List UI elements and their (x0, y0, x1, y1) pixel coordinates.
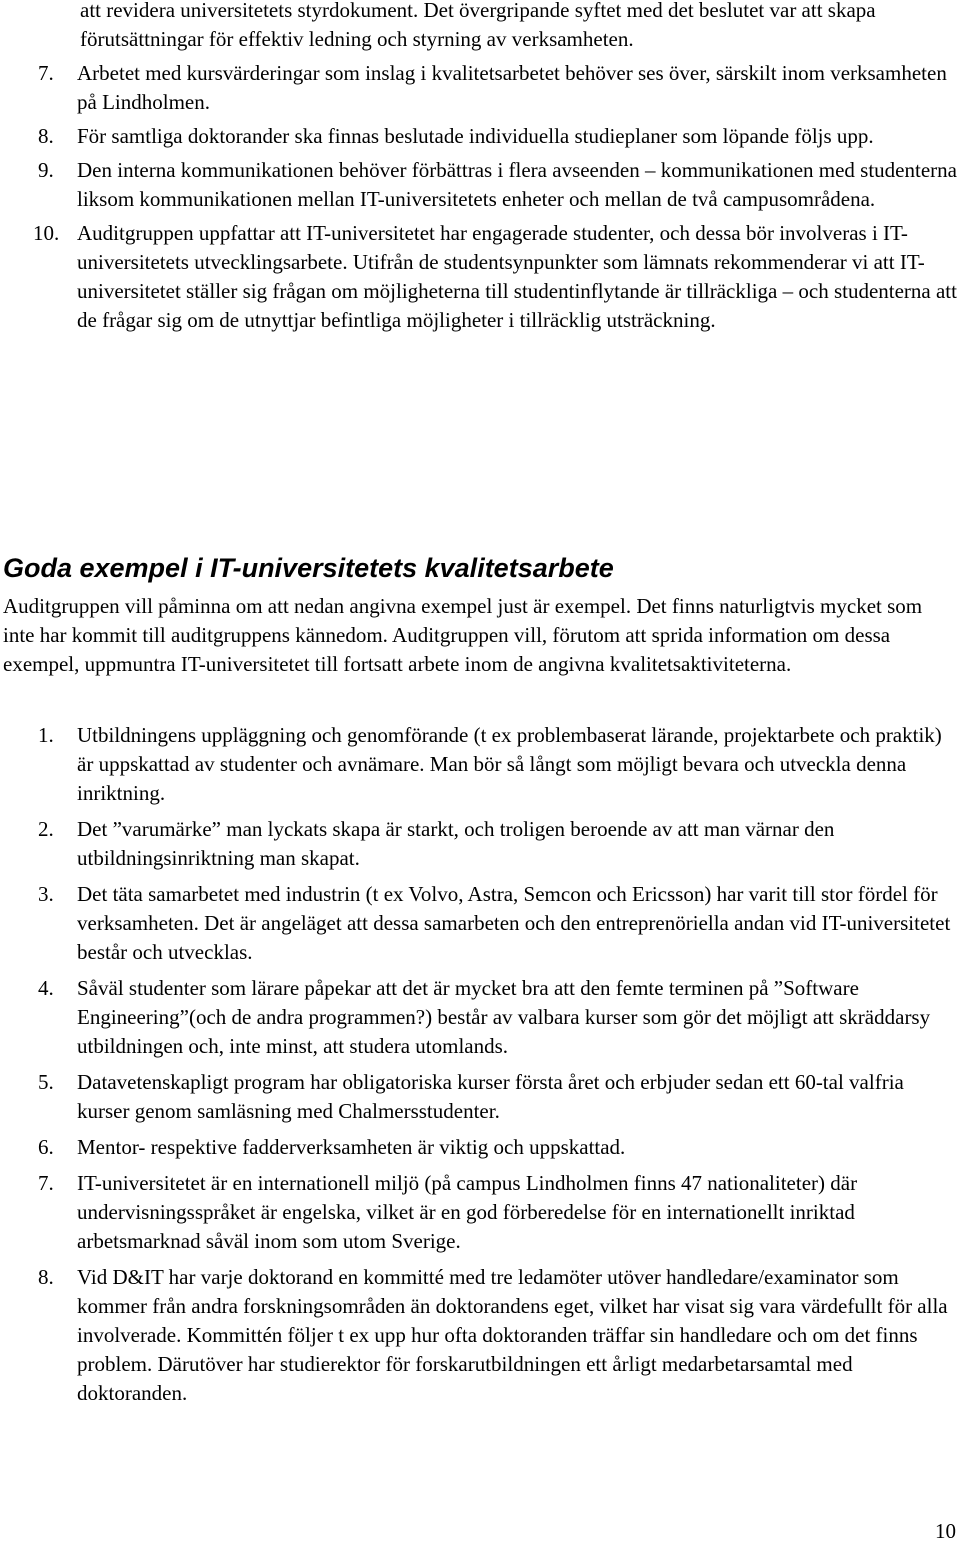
list-item (0, 721, 960, 808)
list-item (0, 1068, 960, 1126)
list-item-text: Såväl studenter som lärare påpekar att det är mycket bra att den femte terminen på ”Software Engineering”(och de andra programmen?) består av valbara kurser som gör det möjligt att skräddarsy utbildningen och, inte minst, att studera utomlands. (77, 976, 931, 1058)
list-item-number: 7. (38, 1171, 54, 1195)
list-item (0, 1263, 960, 1408)
list-item-text: Den interna kommunikationen behöver förbättras i flera avseenden – kommunikationen med studenterna liksom kommunikationen mellan IT-universitetets enheter och mellan de två campusområdena. (77, 158, 957, 211)
list-item-number: 8. (38, 124, 54, 148)
list-item-text: Det täta samarbetet med industrin (t ex Volvo, Astra, Semcon och Ericsson) har varit till stor fördel för verksamheten. Det är angeläget att dessa samarbeten och den entreprenöriella andan vid IT-universitetet består och utvecklas. (77, 882, 951, 964)
intro-paragraph: Auditgruppen vill påminna om att nedan angivna exempel just är exempel. Det finns naturligtvis mycket som inte har kommit till auditgruppens kännedom. Auditgruppen vill, förutom att sprida information om dessa exempel, uppmuntra IT-universitetet till fortsatt arbete inom de angivna kvalitetsaktiviteterna. (3, 594, 923, 676)
list-item (0, 880, 960, 967)
list-item-number: 10. (33, 221, 60, 245)
list-item-number: 7. (38, 61, 54, 85)
list-item-text: Datavetenskapligt program har obligatoriska kurser första året och erbjuder sedan ett 60-tal valfria kurser genom samläsning med Chalmersstudenter. (77, 1070, 904, 1123)
list-item-number: 9. (38, 158, 54, 182)
list-item-number: 6. (38, 1135, 54, 1159)
list-item (0, 815, 960, 873)
list-item-text: Arbetet med kursvärderingar som inslag i kvalitetsarbetet behöver ses över, särskilt inom verksamheten på Lindholmen. (77, 61, 947, 114)
list-item-number: 1. (38, 723, 54, 747)
recommendation-list (0, 0, 960, 340)
good-examples-list (0, 721, 960, 1415)
list-item (0, 0, 960, 54)
list-item-number: 2. (38, 817, 54, 841)
list-item-text: Mentor- respektive fadderverksamheten är viktig och uppskattad. (77, 1135, 626, 1159)
list-item-number: 5. (38, 1070, 54, 1094)
list-item-text: För samtliga doktorander ska finnas beslutade individuella studieplaner som löpande följs upp. (77, 124, 874, 148)
list-item (0, 974, 960, 1061)
list-item-text: Det ”varumärke” man lyckats skapa är starkt, och troligen beroende av att man värnar den utbildningsinriktning man skapat. (77, 817, 835, 870)
list-item-number: 4. (38, 976, 54, 1000)
list-item-text: Vid D&IT har varje doktorand en kommitté med tre ledamöter utöver handledare/examinator som kommer från andra forskningsområden än doktorandens eget, vilket har visat sig vara värdefullt för alla involverade. Kommittén följer t ex upp hur ofta doktoranden träffar sin handledare och om det finns problem. Därutöver har studierektor för forskarutbildningen ett årligt medarbetarsamtal med doktoranden. (77, 1265, 948, 1405)
list-item-text: Auditgruppen uppfattar att IT-universitetet har engagerade studenter, och dessa bör involveras i IT-universitetets utvecklingsarbete. Utifrån de studentsynpunkter som lämnats rekommenderar vi att IT-universitetet ställer sig frågan om möjligheterna till studentinflytande är tillräckliga – och studenterna att de frågar sig om de utnyttjar befintliga möjligheter i tillräcklig utsträckning. (77, 221, 957, 332)
list-item (0, 1169, 960, 1256)
list-item-text: Utbildningens uppläggning och genomförande (t ex problembaserat lärande, projektarbete och praktik) är uppskattad av studenter och avnämare. Man bör så långt som möjligt bevara och utveckla denna inriktning. (77, 723, 942, 805)
list-item-number: 8. (38, 1265, 54, 1289)
list-item (0, 122, 960, 151)
list-item-text: att revidera universitetets styrdokument. Det övergripande syftet med det beslutet var att skapa förutsättningar för effektiv ledning och styrning av verksamheten. (80, 0, 876, 51)
list-item (0, 156, 960, 214)
list-item (0, 59, 960, 117)
list-item-text: IT-universitetet är en internationell miljö (på campus Lindholmen finns 47 nationaliteter) där undervisningsspråket är engelska, vilket är en god förberedelse för en internationellt inriktad arbetsmarknad såväl inom som utom Sverige. (77, 1171, 858, 1253)
list-item (0, 219, 960, 335)
page-number: 10 (935, 1519, 956, 1543)
list-item-number: 3. (38, 882, 54, 906)
list-item (0, 1133, 960, 1162)
section-heading: Goda exempel i IT-universitetets kvalitetsarbete (3, 553, 614, 583)
